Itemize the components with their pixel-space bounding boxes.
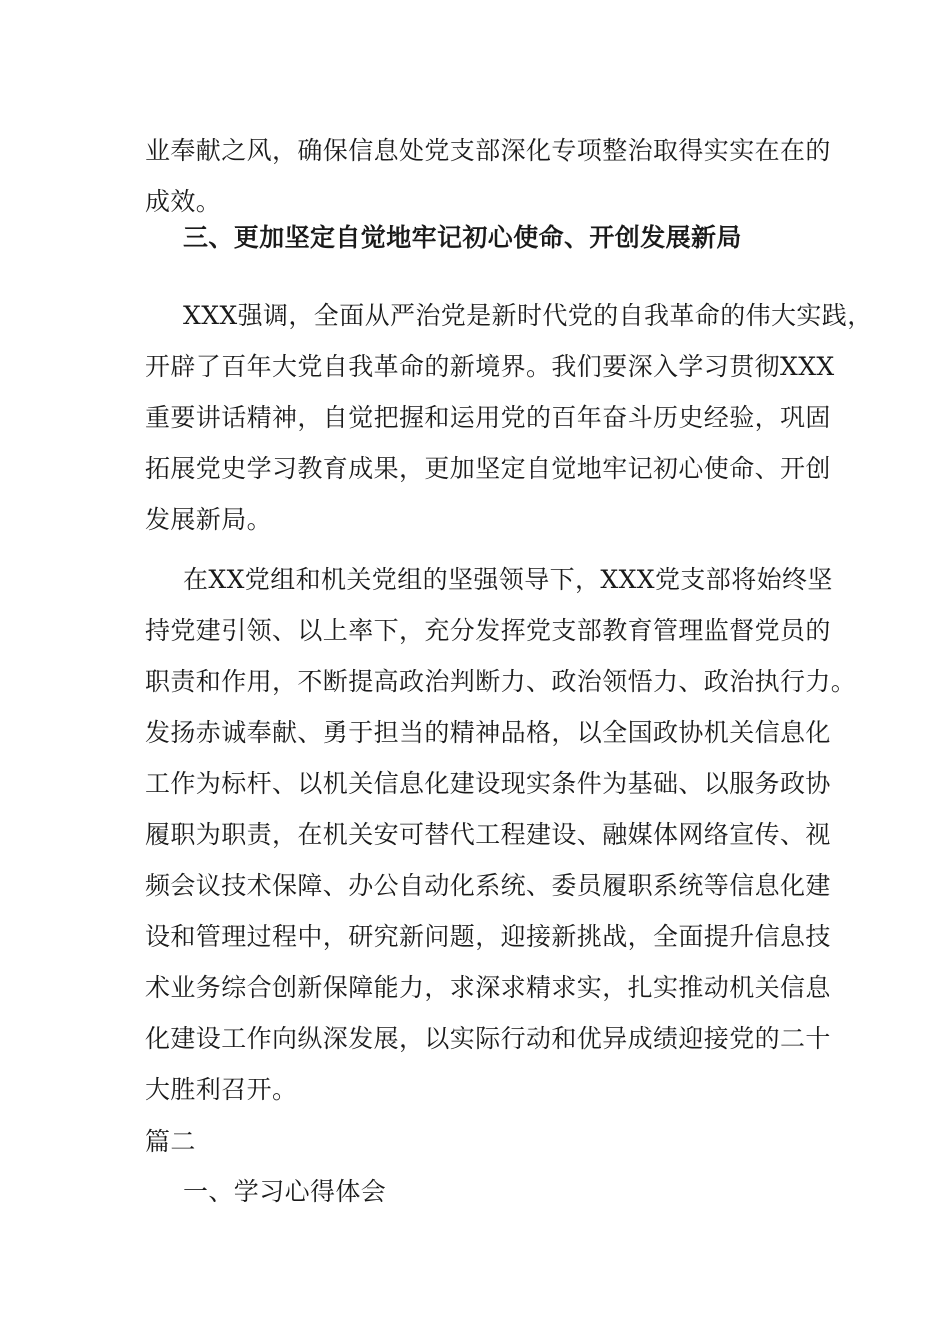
paragraph-2-line-1: XXX强调，全面从严治党是新时代党的自我革命的伟大实践， [183, 301, 873, 330]
paragraph-3-line-7: 频会议技术保障、办公自动化系统、委员履职系统等信息化建 [145, 871, 831, 900]
section-heading-1-part-two: 一、学习心得体会 [183, 1177, 387, 1206]
paragraph-2-line-4: 拓展党史学习教育成果，更加坚定自觉地牢记初心使命、开创 [145, 454, 831, 483]
paragraph-3-line-9: 术业务综合创新保障能力，求深求精求实，扎实推动机关信息 [145, 973, 831, 1002]
paragraph-3-line-11: 大胜利召开。 [145, 1075, 298, 1104]
paragraph-3-line-10: 化建设工作向纵深发展，以实际行动和优异成绩迎接党的二十 [145, 1024, 831, 1053]
paragraph-2-line-3: 重要讲话精神，自觉把握和运用党的百年奋斗历史经验，巩固 [145, 403, 831, 432]
paragraph-3-line-5: 工作为标杆、以机关信息化建设现实条件为基础、以服务政协 [145, 769, 831, 798]
paragraph-1-line-1: 业奉献之风，确保信息处党支部深化专项整治取得实实在在的 [145, 136, 831, 165]
paragraph-3-line-6: 履职为职责，在机关安可替代工程建设、融媒体网络宣传、视 [145, 820, 831, 849]
paragraph-3-line-2: 持党建引领、以上率下，充分发挥党支部教育管理监督党员的 [145, 616, 831, 645]
paragraph-3-line-1: 在XX党组和机关党组的坚强领导下，XXX党支部将始终坚 [183, 565, 833, 594]
paragraph-2-line-5: 发展新局。 [145, 505, 273, 534]
paragraph-3-line-8: 设和管理过程中，研究新问题，迎接新挑战，全面提升信息技 [145, 922, 831, 951]
paragraph-1-line-2: 成效。 [145, 187, 222, 216]
paragraph-2-line-2: 开辟了百年大党自我革命的新境界。我们要深入学习贯彻XXX [145, 352, 835, 381]
paragraph-3-line-4: 发扬赤诚奉献、勇于担当的精神品格，以全国政协机关信息化 [145, 718, 831, 747]
section-heading-3: 三、更加坚定自觉地牢记初心使命、开创发展新局 [183, 223, 742, 252]
section-label-part-two: 篇二 [145, 1127, 196, 1156]
paragraph-3-line-3: 职责和作用，不断提高政治判断力、政治领悟力、政治执行力。 [145, 667, 857, 696]
